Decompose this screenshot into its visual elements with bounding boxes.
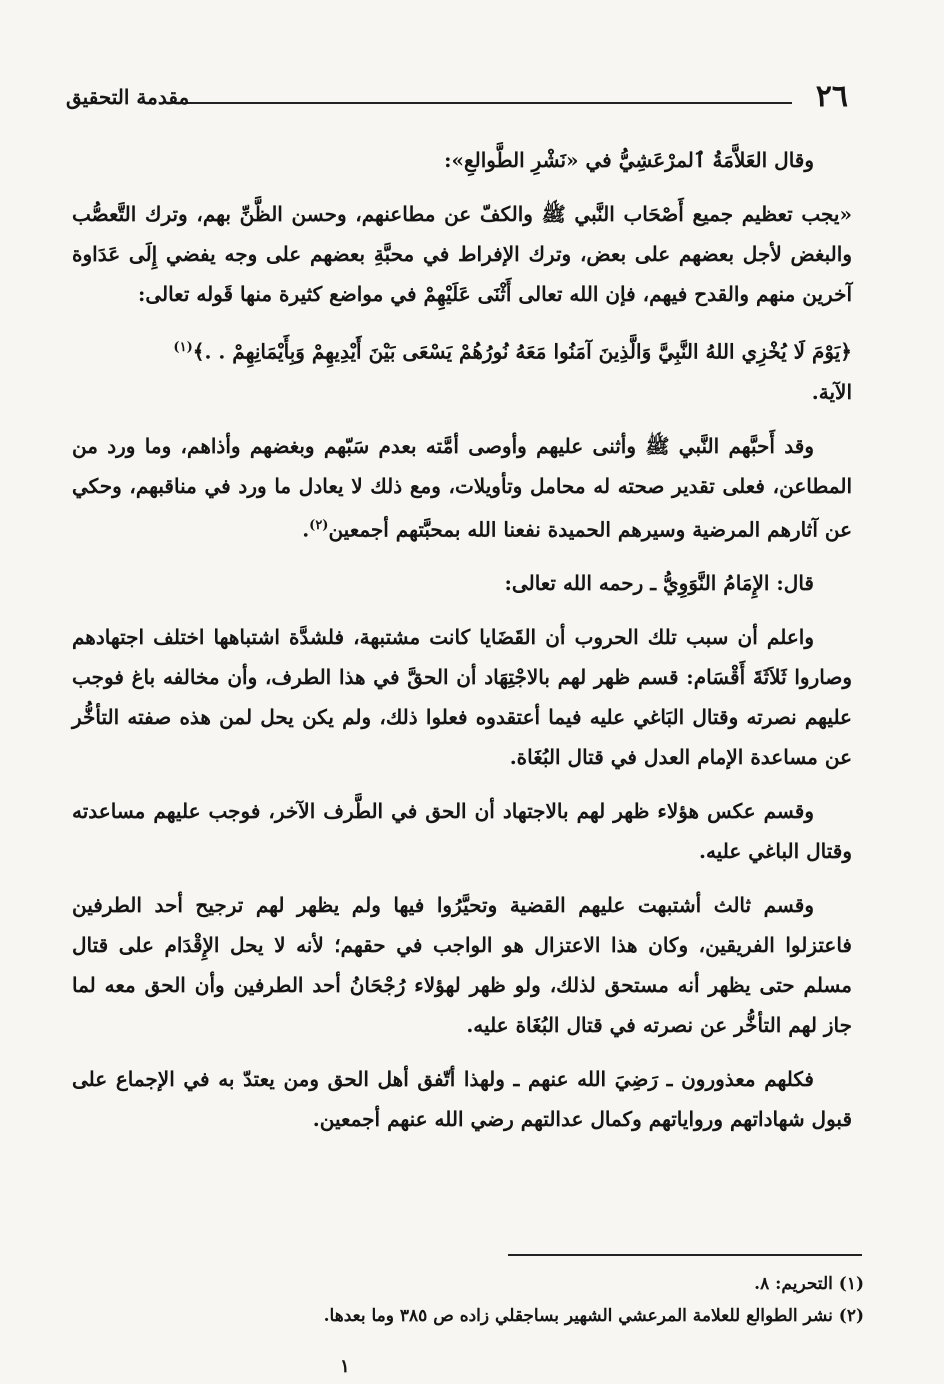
wars-paragraph: واعلم أن سبب تلك الحروب أن القَضَايا كانت مشتبهة، فلشدَّة اشتباهها اختلف اجتهادهم وصاروا ثَلاَثَةَ أَقْسَام: قسم ظهر لهم بالاجْتِهَاد أن الحقَّ في هذا الطرف، وأن مخالفه باغ فوجب عليهم نصرته وقتال البَاغي عليه فيما أعتقدوه فعلوا ذلك، ولم يكن يحل لمن هذه صفته التأخُّر عن مساعدة الإمام العدل في قتال البُغَاة. [72,625,852,770]
page-header [66,79,848,118]
page-body [72,140,852,1153]
footnotes [150,1268,864,1332]
quote-paragraph: «يجب تعظيم جميع أَصْحَاب النَّبي ﷺ والكفّ عن مطاعنهم، وحسن الظَّنِّ بهم، وترك التَّعصُّب والبغض لأجل بعضهم على بعض، وترك الإفراط في محبَّةِ بعضهم على وجه يفضي إِلَى عَدَاوة آخرين منهم والقدح فيهم، فإن الله تعالى أَثْنَى عَلَيْهِمْ في مواضع كثيرة منها قَوله تعالى: [72,202,852,306]
nawawi-intro: قال: الإِمَامُ النَّوَوِيُّ ـ رحمه الله تعالى: [504,571,814,596]
second-group-paragraph: وقسم عكس هؤلاء ظهر لهم بالاجتهاد أن الحق في الطَّرف الآخر، فوجب عليهم مساعدته وقتال الباغي عليه. [72,799,852,864]
footnote-marker-1: (١) [173,340,193,355]
verse-tail: الآية. [811,379,852,404]
header-rule [186,102,792,104]
love-paragraph [72,426,852,550]
third-group-paragraph: وقسم ثالث أشتبهت عليهم القضية وتحيَّرُوا فيها ولم يظهر لهم ترجيح أحد الطرفين فاعتزلوا الفريقين، وكان هذا الاعتزال هو الواجب في حقهم؛ لأنه لا يحل الإِقْدَام على قتال مسلم حتى يظهر أنه مستحق لذلك، ولو ظهر لهؤلاء رُجْحَانُ أحد الطرفين وأن الحق معه لما جاز لهم التأخُّر عن نصرته في قتال البُغَاة عليه. [72,893,852,1038]
signature-mark: ١ [340,1356,350,1377]
quran-verse: ﴿يَوْمَ لَا يُخْزِي اللهُ النَّبِيَّ وَالَّذِينَ آمَنُوا مَعَهُ نُورُهُمْ يَسْعَى بَيْنَ أَيْدِيهِمْ وَبِأَيْمَانِهِمْ . .﴾ [192,339,852,364]
excused-paragraph: فكلهم معذورون ـ رَضِيَ الله عنهم ـ ولهذا أتّفق أهل الحق ومن يعتدّ به في الإجماع على قبول شهاداتهم ورواياتهم وكمال عدالتهم رضي الله عنهم أجمعين. [72,1067,852,1132]
footnote-rule [508,1254,862,1256]
love-paragraph-end: . [302,517,310,542]
footnote-1: (١) التحريم: ٨. [754,1274,864,1294]
intro-paragraph: وقال العَلاَّمَةُ ٱلمرْعَشِيُّ في «نَشْرِ الطَّوالعِ»: [444,148,814,172]
footnote-marker-2: (٢) [309,517,329,533]
footnote-2: (٢) نشر الطوالع للعلامة المرعشي الشهير بساجقلي زاده ص ٣٨٥ وما بعدها. [323,1306,864,1326]
running-title: مقدمة التحقيق [66,85,190,109]
love-paragraph-text: وقد أَحبَّهم النَّبي ﷺ وأثنى عليهم وأوصى أمَّته بعدم سَبّهم وبغضهم وأذاهم، وما ورد من المطاعن، فعلى تقدير صحته له محامل وتأويلات، ومع ذلك لا يعادل ما ورد في مناقبهم، وحكي عن آثارهم المرضية وسيرهم الحميدة نفعنا الله بمحبَّتهم أجمعين [72,433,852,542]
quran-verse-block [72,328,852,412]
page-number: ٢٦ [815,79,848,114]
verse-line [72,328,852,372]
